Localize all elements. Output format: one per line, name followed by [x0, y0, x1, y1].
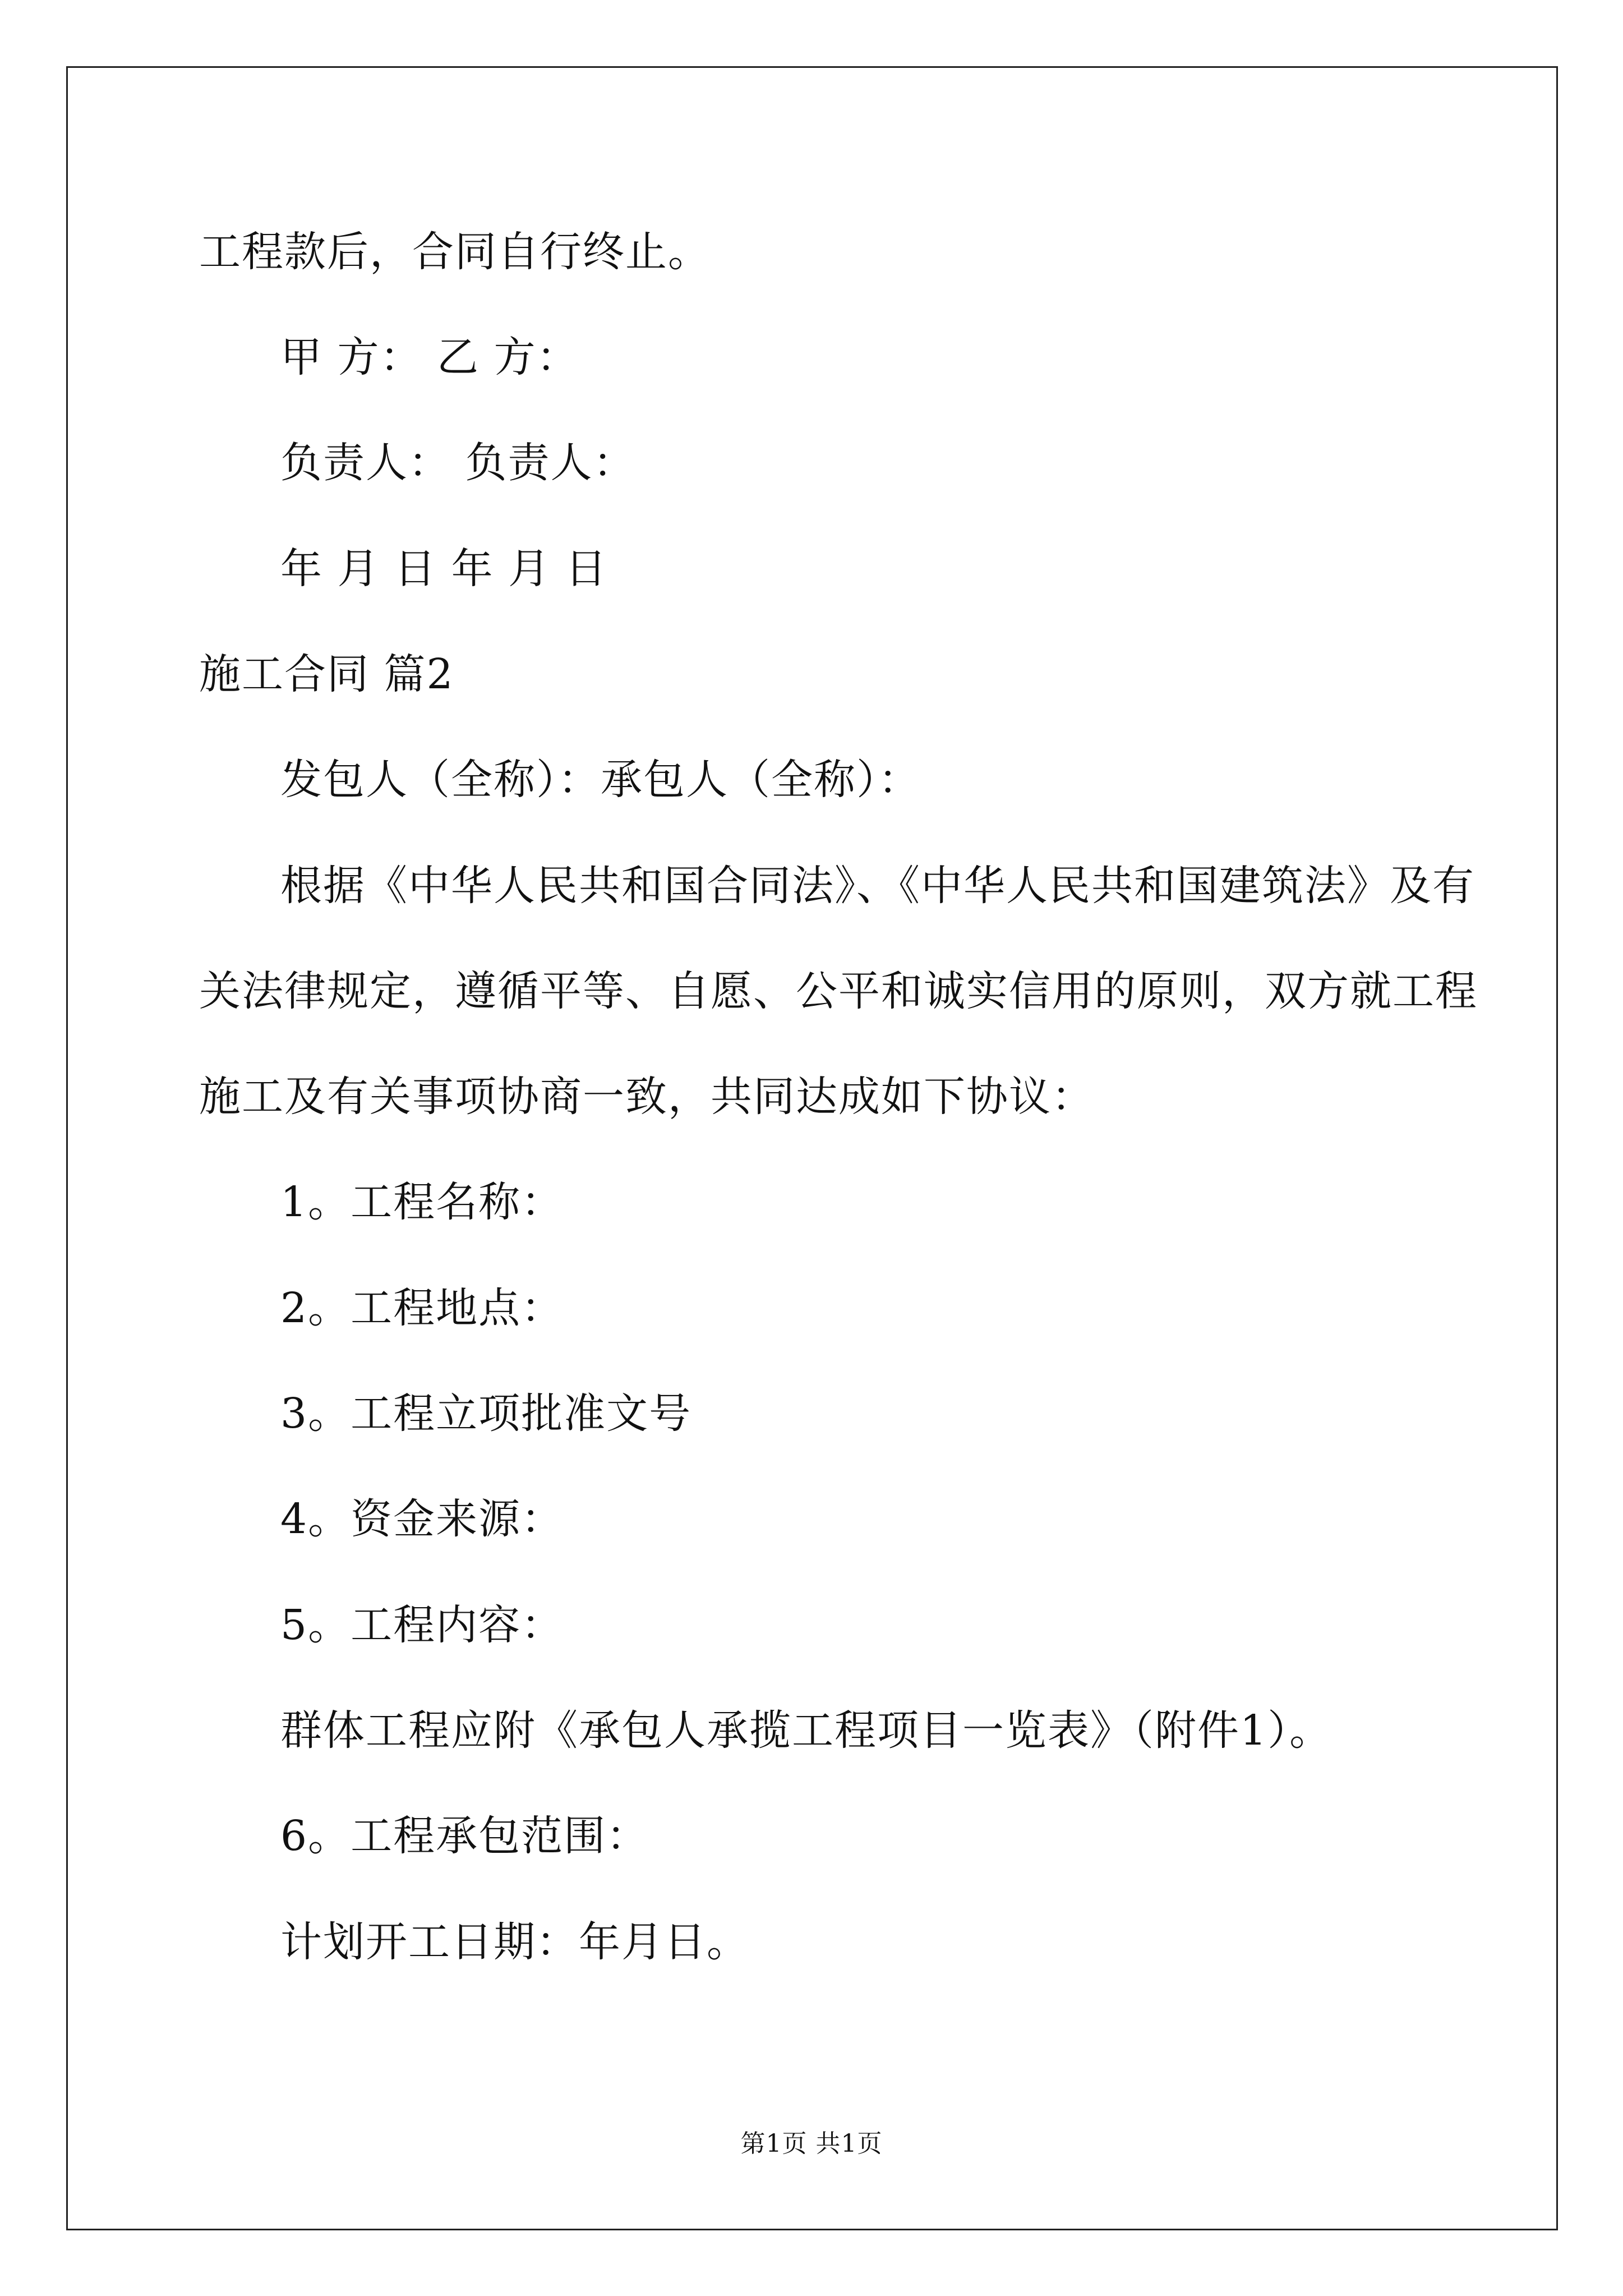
page-border — [66, 66, 1558, 2230]
text-line-contractor-names: 发包人（全称）：承包人（全称）： — [280, 756, 921, 804]
list-item-contract-scope: 6。工程承包范围： — [280, 1812, 649, 1860]
page-footer: 第1页 共1页 — [740, 2129, 883, 2158]
text-line-parties: 甲 方： 乙 方： — [280, 333, 579, 381]
list-item-project-content: 5。工程内容： — [280, 1601, 564, 1649]
list-item-project-name: 1。工程名称： — [280, 1178, 564, 1226]
text-line-start-date: 计划开工日期：年月日。 — [280, 1918, 749, 1966]
list-item-approval-number: 3。工程立项批准文号 — [280, 1389, 692, 1438]
section-heading: 施工合同 篇2 — [199, 650, 454, 698]
list-item-project-location: 2。工程地点： — [280, 1284, 564, 1332]
paragraph-line-3: 施工及有关事项协商一致，共同达成如下协议： — [199, 1073, 1094, 1121]
list-item-funding-source: 4。资金来源： — [280, 1495, 564, 1543]
text-line-group-project: 群体工程应附《承包人承揽工程项目一览表》（附件1）。 — [280, 1706, 1332, 1755]
paragraph-line-2: 关法律规定，遵循平等、自愿、公平和诚实信用的原则，双方就工程 — [199, 967, 1478, 1015]
text-line-responsible: 负责人： 负责人： — [280, 439, 636, 487]
text-line-date: 年 月 日 年 月 日 — [280, 545, 608, 593]
text-line-termination: 工程款后，合同自行终止。 — [199, 228, 711, 276]
paragraph-line-1: 根据《中华人民共和国合同法》、《中华人民共和国建筑法》及有 — [280, 862, 1475, 910]
